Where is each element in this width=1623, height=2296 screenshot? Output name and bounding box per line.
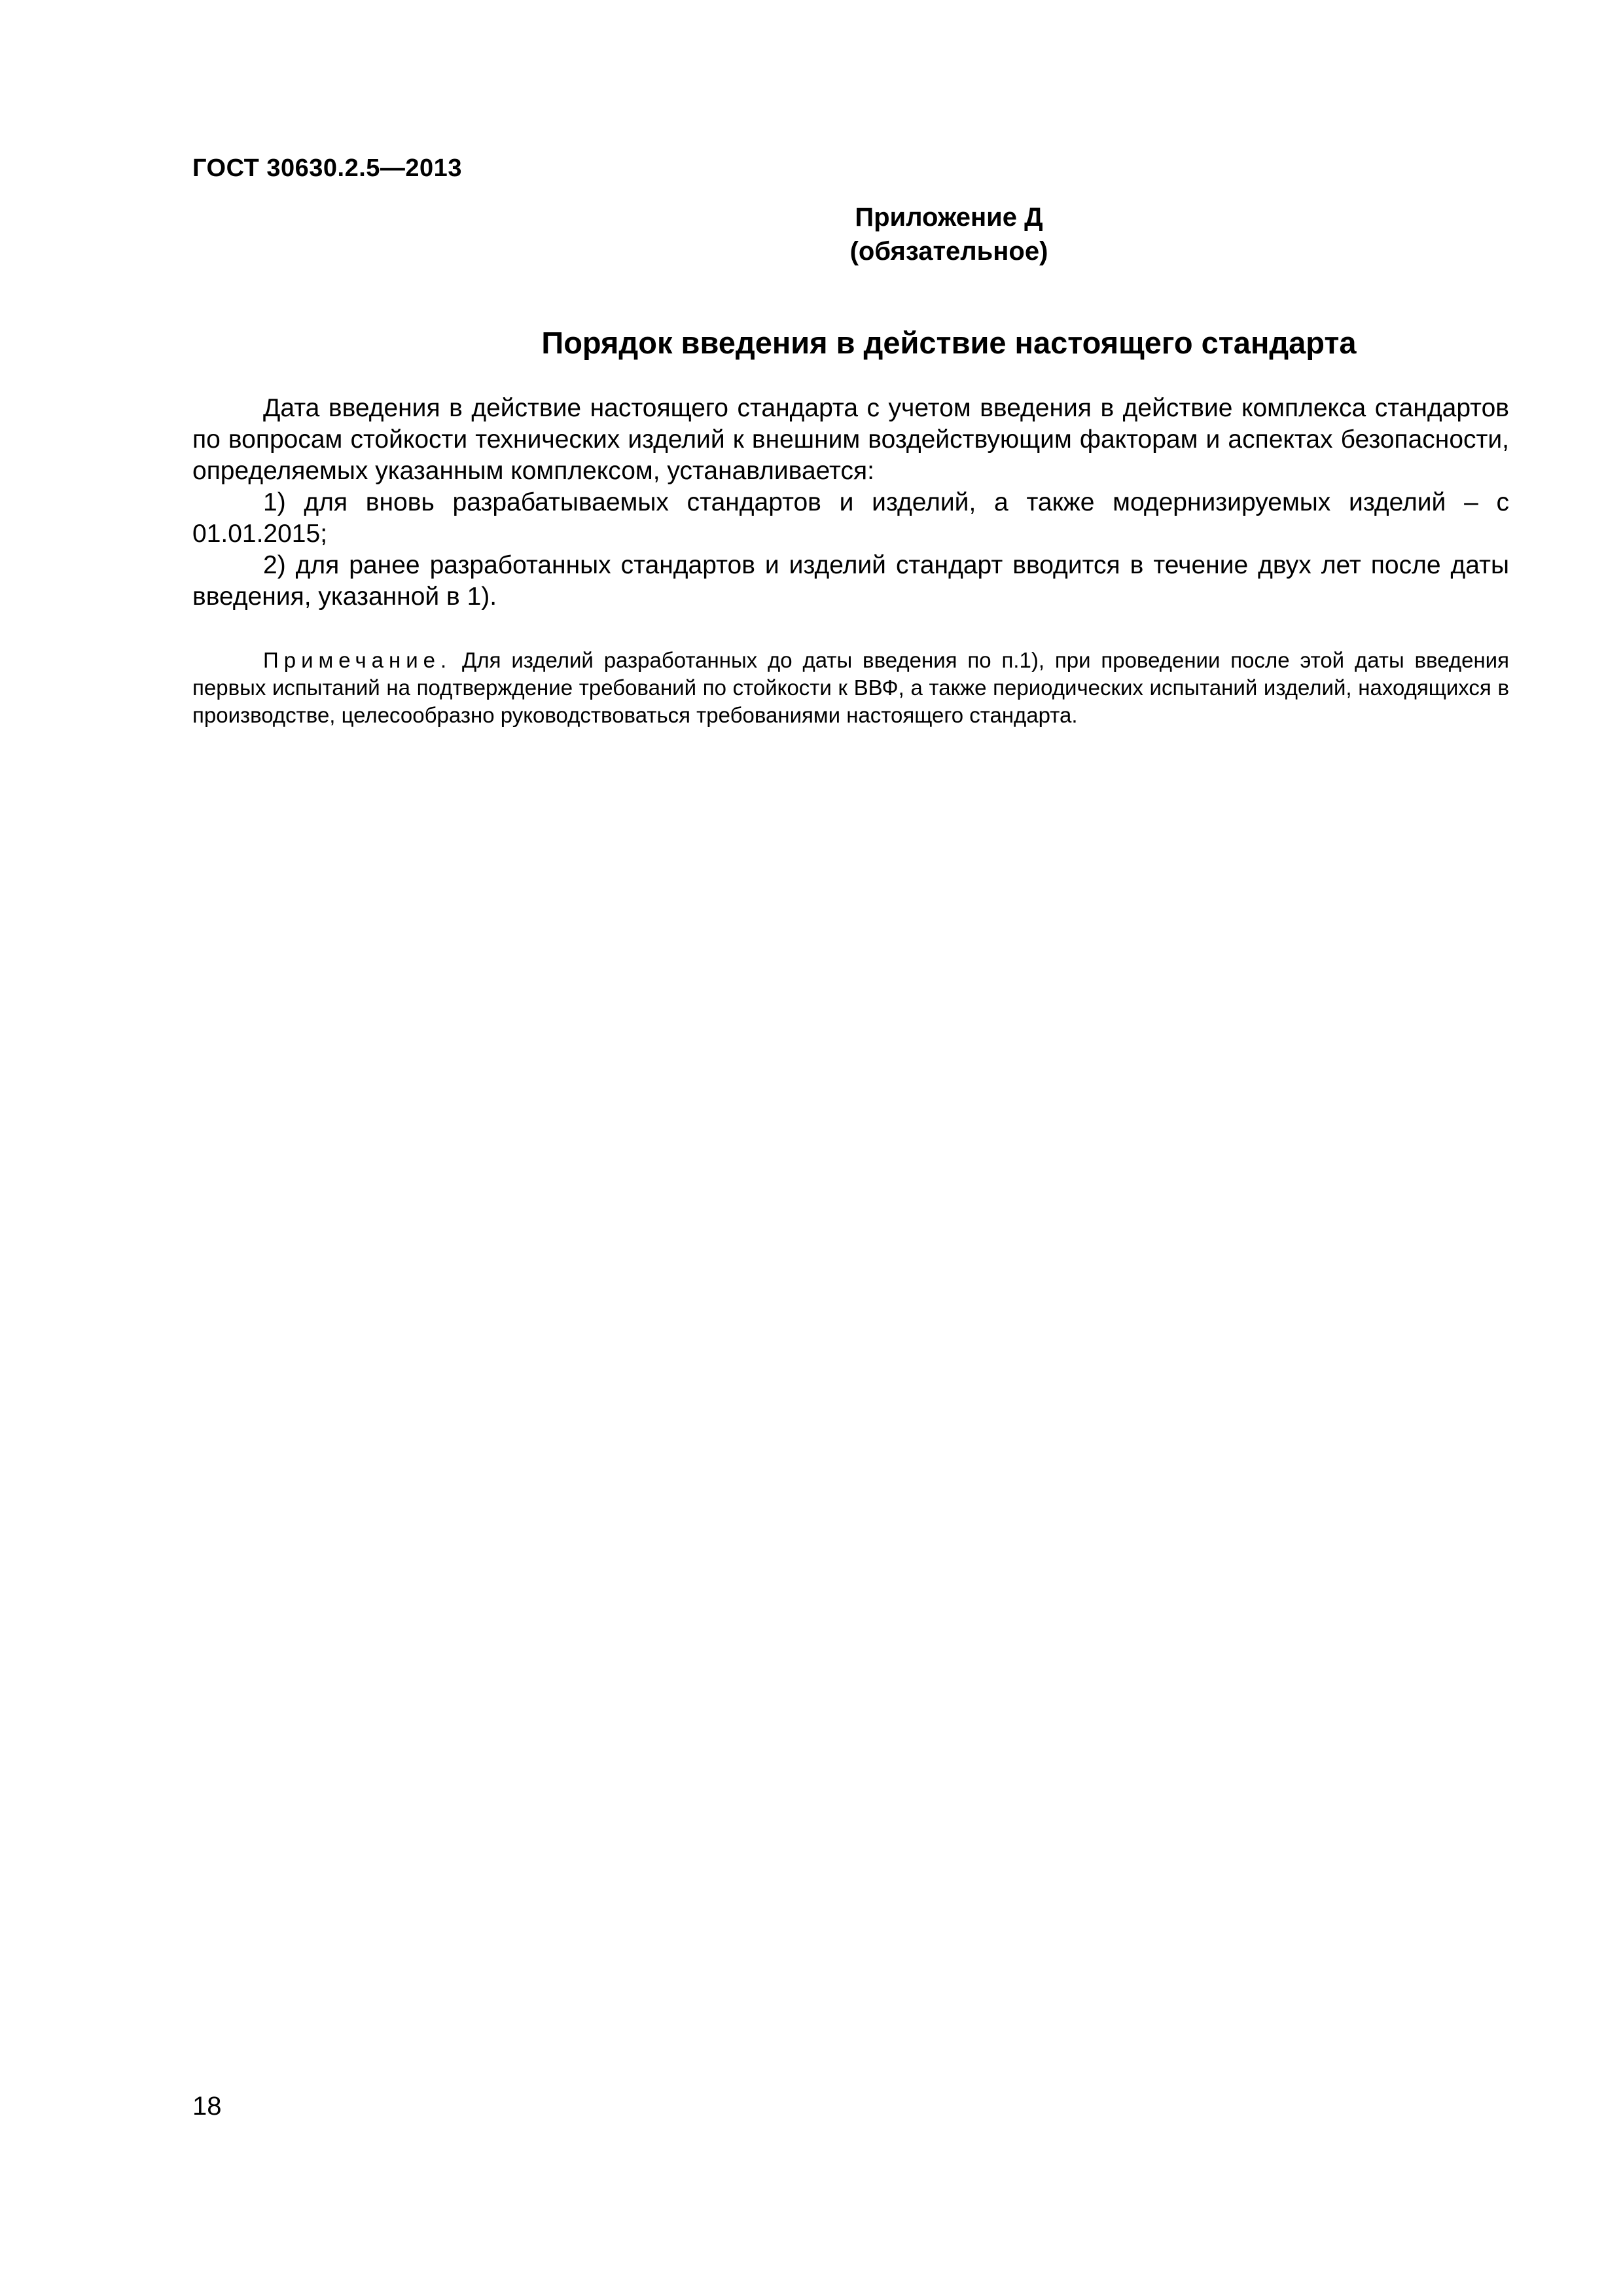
section-title: Порядок введения в действие настоящего стандарта [541, 325, 1357, 360]
note-paragraph [192, 647, 1509, 729]
body-paragraph: Дата введения в действие настоящего стандарта с учетом введения в действие комплекса стандартов по вопросам стойкости технических изделий к внешним воздействующим факторам и аспектах безопасности, определяемых указанным комплексом, устанавливается: [192, 394, 1509, 485]
body-paragraph: 2) для ранее разработанных стандартов и изделий стандарт вводится в течение двух лет после даты введения, указанной в 1). [192, 551, 1509, 611]
appendix-heading [192, 200, 1509, 268]
note-label: Примечание. [263, 648, 452, 672]
note-block [192, 647, 1509, 729]
standard-code-header: ГОСТ 30630.2.5—2013 [192, 154, 462, 182]
note-text: Для изделий разработанных до даты введения по п.1), при проведении после этой даты введения первых испытаний на подтверждение требований по стойкости к ВВФ, а также периодических испытаний изделий, находящихся в производстве, целесообразно руководствоваться требованиями настоящего стандарта. [192, 648, 1509, 727]
page-number: 18 [192, 2092, 222, 2121]
appendix-label: Приложение Д [855, 203, 1043, 232]
body-paragraph: 1) для вновь разрабатываемых стандартов и изделий, а также модернизируемых изделий – с 01.01.2015; [192, 488, 1509, 548]
body-text [192, 393, 1509, 613]
appendix-status: (обязательное) [849, 237, 1048, 266]
